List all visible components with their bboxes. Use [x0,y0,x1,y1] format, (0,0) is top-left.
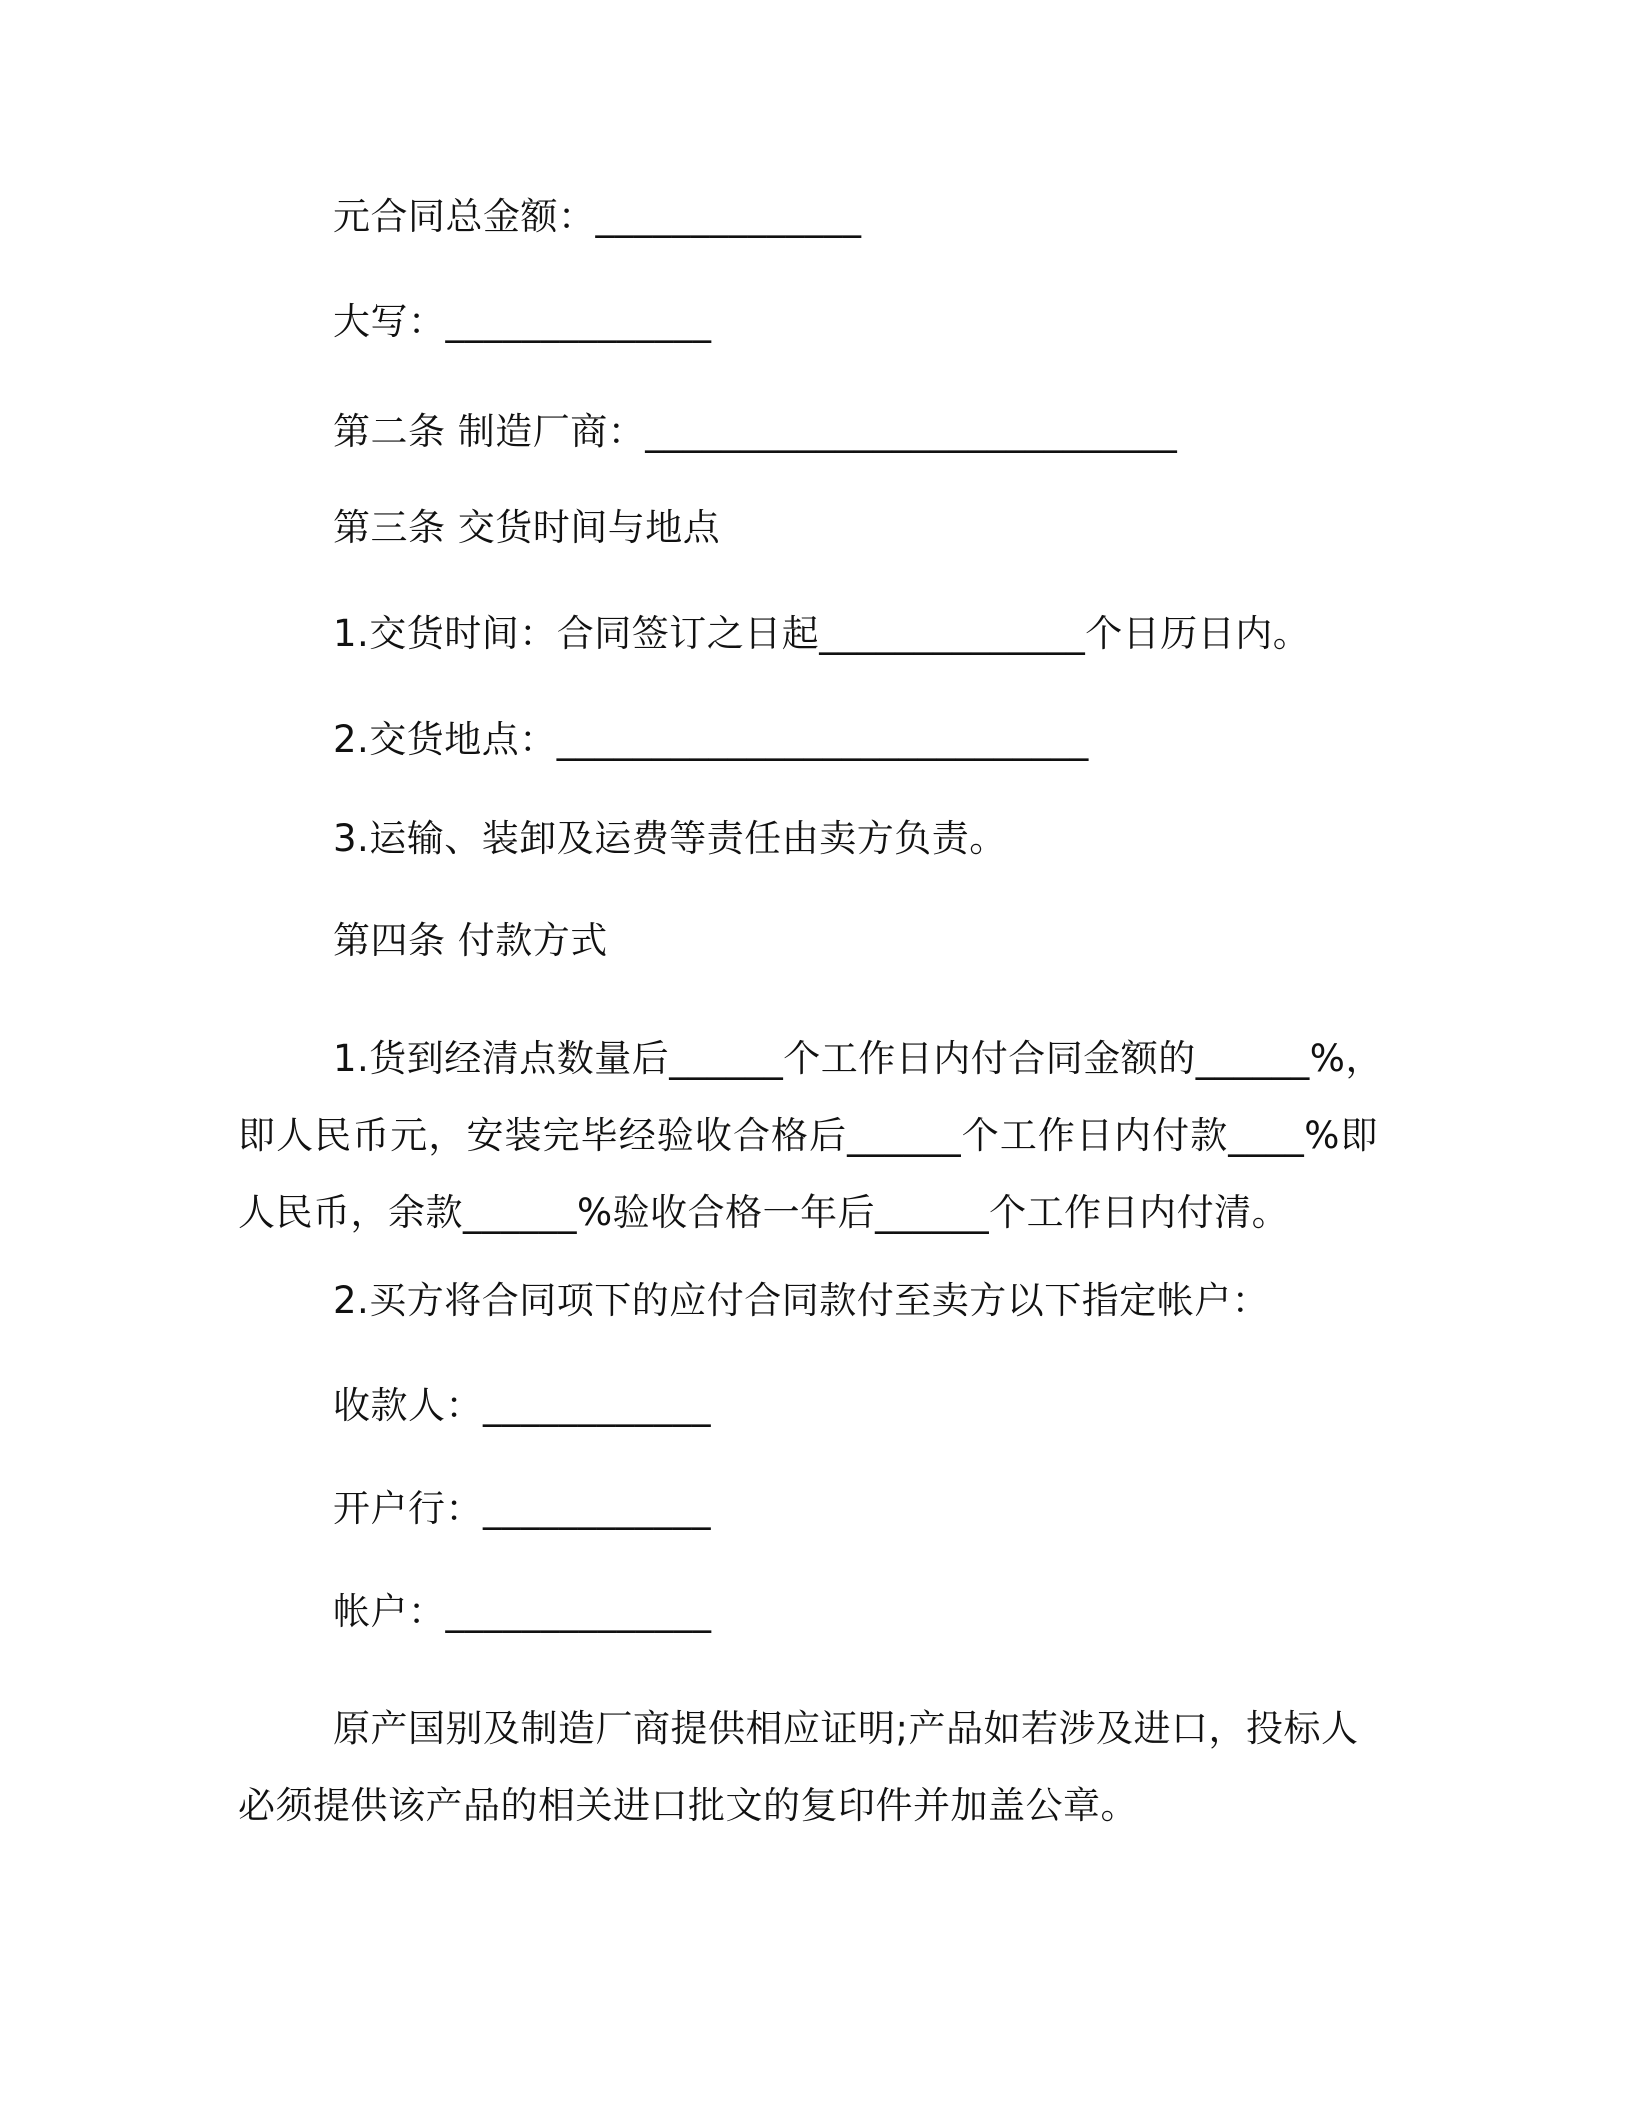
payee-line: 收款人：____________ [333,1384,711,1427]
uppercase-amount-line: 大写：______________ [333,300,712,343]
delivery-place-line: 2.交货地点：____________________________ [333,718,1089,761]
account-instruction-line: 2.买方将合同项下的应付合同款付至卖方以下指定帐户： [333,1279,1270,1322]
transport-responsibility-line: 3.运输、装卸及运费等责任由卖方负责。 [333,817,1007,860]
payment-terms-line-1: 1.货到经清点数量后______个工作日内付合同金额的______%， [333,1037,1383,1080]
article4-heading: 第四条 付款方式 [333,919,608,962]
delivery-time-line: 1.交货时间：合同签订之日起______________个日历日内。 [333,612,1311,655]
certificate-line-1: 原产国别及制造厂商提供相应证明;产品如若涉及进口，投标人 [333,1707,1359,1750]
payment-terms-paragraph [238,1020,1383,1251]
article3-heading: 第三条 交货时间与地点 [333,506,721,549]
payment-terms-line-2: 即人民币元，安装完毕经验收合格后______个工作日内付款____%即 [238,1114,1378,1157]
total-amount-line: 元合同总金额：______________ [333,195,862,238]
article2-manufacturer-line: 第二条 制造厂商：____________________________ [333,410,1178,453]
payment-terms-line-3: 人民币，余款______%验收合格一年后______个工作日内付清。 [238,1191,1290,1234]
account-line: 帐户：______________ [333,1590,712,1633]
bank-line: 开户行：____________ [333,1487,711,1530]
certificate-line-2: 必须提供该产品的相关进口批文的复印件并加盖公章。 [238,1784,1138,1827]
certificate-paragraph [238,1690,1378,1844]
